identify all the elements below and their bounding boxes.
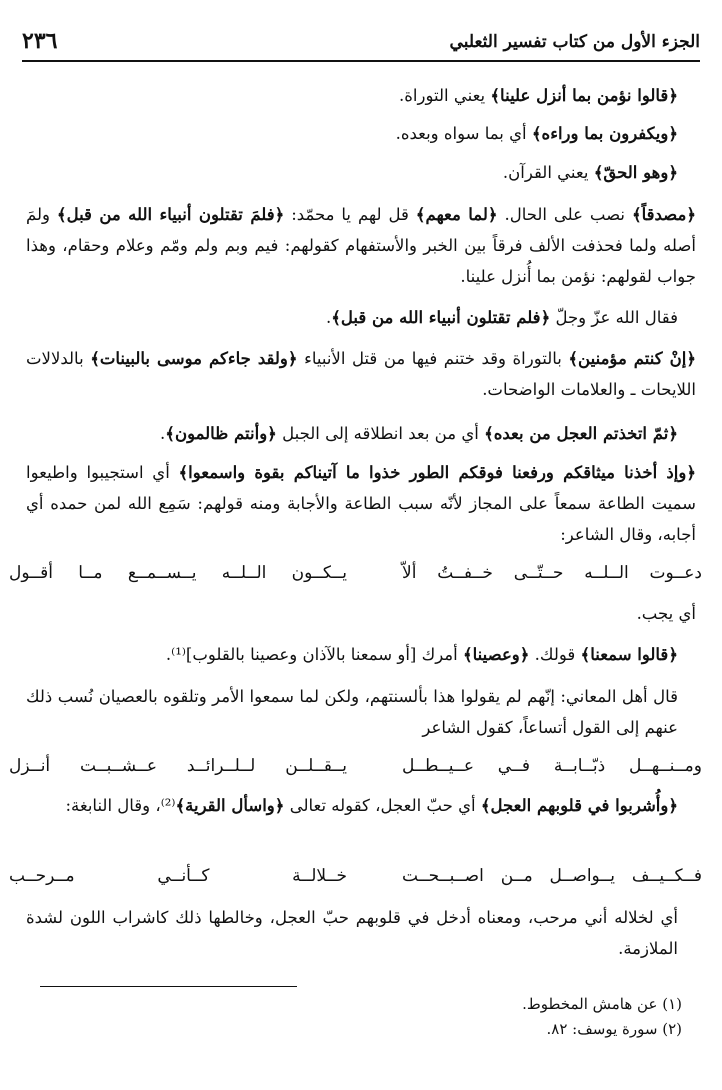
commentary-text: أي استجيبوا واطيعوا سميت الطاعة سمعاً على المجاز لأنّه سبب الطاعة والأجابة ومنه قولهم: سَمِع الله لمن حمده أي أجابه، وقال الشاعر:	[26, 463, 696, 544]
header-divider	[22, 60, 700, 62]
verse-first-hemistich: دعــوت الــلــه حــتّــى خــفــتُ ألاّ	[402, 563, 702, 583]
verse-second-hemistich: يــقــلــن لــلــرائــد عــشــبــت أنــزل	[9, 756, 347, 776]
paragraph-13: أي لخلاله أني مرحب، ومعناه أدخل في قلوبهم حبّ العجل، وخالطها ذلك كاشراب اللون لشدة الملازمة.	[26, 908, 678, 958]
quran-quote: ﴿واسأل القرية﴾	[175, 796, 285, 815]
commentary-text: فقال الله عزّ وجلّ	[550, 308, 678, 327]
paragraph-9: أي يجب.	[636, 604, 696, 623]
running-title: الجزء الأول من كتاب تفسير الثعلبي	[449, 32, 700, 52]
quran-quote: ﴿مصدقاً﴾	[631, 205, 696, 224]
quran-quote: ﴿فلمَ تقتلون أنبياء الله من قبل﴾	[56, 205, 285, 224]
footnote-text: سورة يوسف: ٨٢.	[546, 1020, 658, 1038]
quran-quote: ﴿وأنتم ظالمون﴾	[165, 424, 277, 443]
page-header	[22, 26, 700, 60]
footnote-2	[40, 1017, 682, 1041]
paragraph-7	[26, 418, 678, 449]
commentary-text: أي من بعد انطلاقه إلى الجبل	[276, 424, 485, 443]
commentary-text: بالتوراة وقد ختنم فيها من قتل الأنبياء	[297, 349, 569, 368]
paragraph-8	[26, 457, 696, 550]
paragraph-1	[26, 80, 678, 111]
verse-second-hemistich: خــلالــة كــأنــي مــرحــب	[9, 866, 347, 886]
quran-quote: ﴿وأُشربوا في قلوبهم العجل﴾	[480, 796, 678, 815]
poetry-verse-3	[9, 866, 702, 896]
quran-quote: ﴿قالوا نؤمن بما أنزل علينا﴾	[490, 86, 678, 105]
quran-quote: ﴿وإذ أخذنا ميثاقكم ورفعنا فوقكم الطور خذوا ما آتيناكم بقوة واسمعوا﴾	[178, 463, 696, 482]
commentary-text: أي بما سواه وبعده.	[395, 124, 532, 143]
commentary-text: نصب على الحال.	[497, 205, 632, 224]
paragraph-3	[26, 157, 678, 188]
verse-first-hemistich: فــكــيــف يــواصــل مــن اصــبــحــت	[402, 866, 702, 886]
commentary-text: قل لهم يا محمّد:	[284, 205, 416, 224]
quran-quote: ﴿فلم تقتلون أنبياء الله من قبل﴾	[331, 308, 551, 327]
page-number: ٢٣٦	[22, 28, 58, 54]
quran-quote: ﴿قالوا سمعنا﴾	[580, 645, 678, 664]
commentary-text: ، وقال النابغة:	[65, 796, 161, 815]
paragraph-2	[26, 118, 678, 149]
verse-second-hemistich: يــكــون الــلــه يــســمــع مــا أقــول	[9, 563, 347, 583]
quran-quote: ﴿إنْ كنتم مؤمنين﴾	[568, 349, 697, 368]
footnote-text: عن هامش المخطوط.	[522, 995, 658, 1013]
quran-quote: ﴿ويكفرون بما وراءه﴾	[531, 124, 678, 143]
quran-quote: ﴿وعصينا﴾	[462, 645, 530, 664]
quran-quote: ﴿وهو الحقّ﴾	[593, 163, 678, 182]
paragraph-4	[26, 199, 696, 292]
footnote-number: (٢)	[662, 1020, 682, 1038]
footnote-1	[40, 992, 682, 1016]
commentary-text: يعني التوراة.	[399, 86, 491, 105]
poetry-verse-2	[9, 756, 702, 786]
paragraph-10	[26, 639, 678, 670]
commentary-text: قولك.	[529, 645, 581, 664]
commentary-text: .	[160, 424, 166, 443]
verse-first-hemistich: ومــنــهــل ذبّــابــة فــي عــيــطــل	[402, 756, 702, 776]
quran-quote: ﴿ثمّ اتخذتم العجل من بعده﴾	[484, 424, 678, 443]
commentary-text: ولمَ أصله ولما فحذفت الألف فرقاً بين الخبر والأستفهام كقولهم: فيم وبم ولم ومّم وعلام وحقام، وهذا جواب لقولهم: نؤمن بما أُنزل علينا.	[26, 205, 696, 286]
footnote-divider	[40, 986, 297, 987]
commentary-text: أمرك [أو سمعنا بالآذان وعصينا بالقلوب]	[185, 645, 463, 664]
footnote-ref-1: ⁽¹⁾	[171, 645, 186, 664]
paragraph-11: قال أهل المعاني: إنّهم لم يقولوا هذا بألسنتهم، ولكن لما سمعوا الأمر وتلقوه بالعصيان نُسب ذلك عنهم إلى القول أتساعاً، كقول الشاعر	[26, 687, 678, 737]
commentary-text: أي حبّ العجل، كقوله تعالى	[284, 796, 481, 815]
paragraph-5	[26, 302, 678, 333]
footnote-ref-2: ⁽²⁾	[160, 796, 176, 815]
quran-quote: ﴿لما معهم﴾	[415, 205, 498, 224]
paragraph-6	[26, 343, 696, 405]
commentary-text: .	[325, 308, 332, 327]
quran-quote: ﴿ولقد جاءكم موسى بالبينات﴾	[90, 349, 298, 368]
paragraph-12	[26, 790, 678, 821]
poetry-verse-1	[9, 563, 702, 593]
commentary-text: .	[165, 645, 172, 664]
commentary-text: بالدلالات اللايحات ـ والعلامات الواضحات.	[26, 349, 696, 399]
footnote-number: (١)	[662, 995, 682, 1013]
commentary-text: يعني القرآن.	[502, 163, 594, 182]
